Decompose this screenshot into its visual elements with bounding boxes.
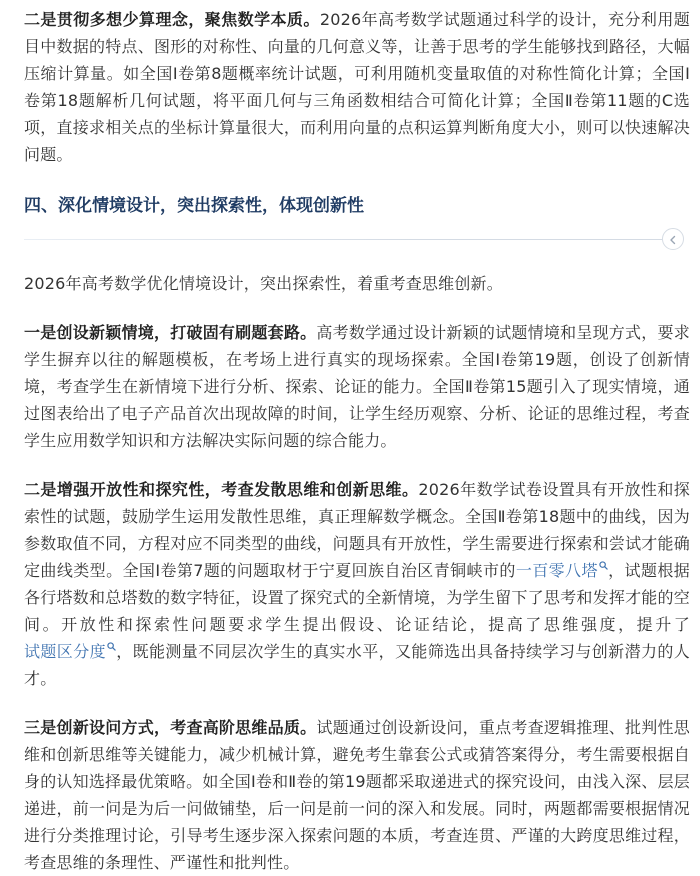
- link-text[interactable]: 试题区分度: [24, 642, 106, 661]
- paragraph-lead: 三是创新设问方式，考查高阶思维品质。: [24, 718, 317, 737]
- section-intro: 2026年高考数学优化情境设计，突出探索性，着重考查思维创新。: [24, 274, 503, 293]
- search-icon[interactable]: [107, 642, 116, 651]
- section-heading: 四、深化情境设计，突出探索性，体现创新性: [24, 196, 364, 216]
- link-text[interactable]: 一百零八塔: [515, 561, 598, 580]
- search-icon[interactable]: [599, 561, 608, 570]
- paragraph-text: ，试题根据各行塔数和总塔数的数字特征，设置了探究式的全新情境，为学生留下了思考和发挥才能的空间。开放性和探索性问题要求学生提出假设、论证结论，提高了思维强度，提升了: [24, 561, 690, 634]
- paragraph-question-design: [24, 714, 690, 876]
- paragraph-lead: 二是增强开放性和探究性，考查发散思维和创新思维。: [24, 480, 419, 499]
- paragraph-lead: 二是贯彻多想少算理念，聚焦数学本质。: [24, 10, 320, 29]
- paragraph-text: ，既能测量不同层次学生的真实水平，又能筛选出具备持续学习与创新潜力的人才。: [24, 642, 690, 688]
- paragraph-openness: [24, 476, 690, 692]
- paragraph-text: 高考数学通过设计新颖的试题情境和呈现方式，要求学生摒弃以往的解题模板，在考场上进行真实的现场探索。全国Ⅰ卷第19题，创设了创新情境，考查学生在新情境下进行分析、探索、论证的能力。全国Ⅱ卷第15题引入了现实情境，通过图表给出了电子产品首次出现故障的时间，让学生经历观察、分析、论证的思维过程，考查学生应用数学知识和方法解决实际问题的综合能力。: [24, 323, 690, 450]
- link-108-pagodas[interactable]: [516, 561, 608, 580]
- section-divider: [24, 228, 684, 252]
- paragraph-novel-context: [24, 319, 690, 454]
- paragraph-text: 2026年高考数学试题通过科学的设计，充分利用题目中数据的特点、图形的对称性、向量的几何意义等，让善于思考的学生能够找到路径，大幅压缩计算量。如全国Ⅰ卷第8题概率统计试题，可利用随机变量取值的对称性简化计算；全国Ⅰ卷第18题解析几何试题，将平面几何与三角函数相结合可简化计算；全国Ⅱ卷第11题的C选项，直接求相关点的坐标计算量很大，而利用向量的点积运算判断角度大小，则可以快速解决问题。: [24, 10, 690, 164]
- divider-line: [24, 239, 674, 240]
- paragraph-text: 2026年数学试卷设置具有开放性和探索性的试题，鼓励学生运用发散性思维，真正理解数学概念。全国Ⅱ卷第18题中的曲线，因为参数取值不同，方程对应不同类型的曲线，问题具有开放性，学生需要进行探索和尝试才能确定曲线类型。全国Ⅰ卷第7题的问题取材于宁夏回族自治区青铜峡市的: [24, 480, 690, 580]
- chevron-left-icon: [668, 230, 678, 249]
- paragraph-lead: 一是创设新颖情境，打破固有刷题套路。: [24, 323, 317, 342]
- collapse-button[interactable]: [662, 228, 684, 250]
- paragraph-calculation-concept: [24, 0, 690, 168]
- link-discrimination[interactable]: [24, 642, 116, 661]
- paragraph-text: 试题通过创设新设问，重点考查逻辑推理、批判性思维和创新思维等关键能力，减少机械计算，避免考生靠套公式或猜答案得分，考生需要根据自身的认知选择最优策略。如全国Ⅰ卷和Ⅱ卷的第19题都采取递进式的探究设问，由浅入深、层层递进，前一问是为后一问做铺垫，后一问是前一问的深入和发展。同时，两题都需要根据情况进行分类推理讨论，引导考生逐步深入探索问题的本质，考查连贯、严谨的大跨度思维过程，考查思维的条理性、严谨性和批判性。: [24, 718, 690, 872]
